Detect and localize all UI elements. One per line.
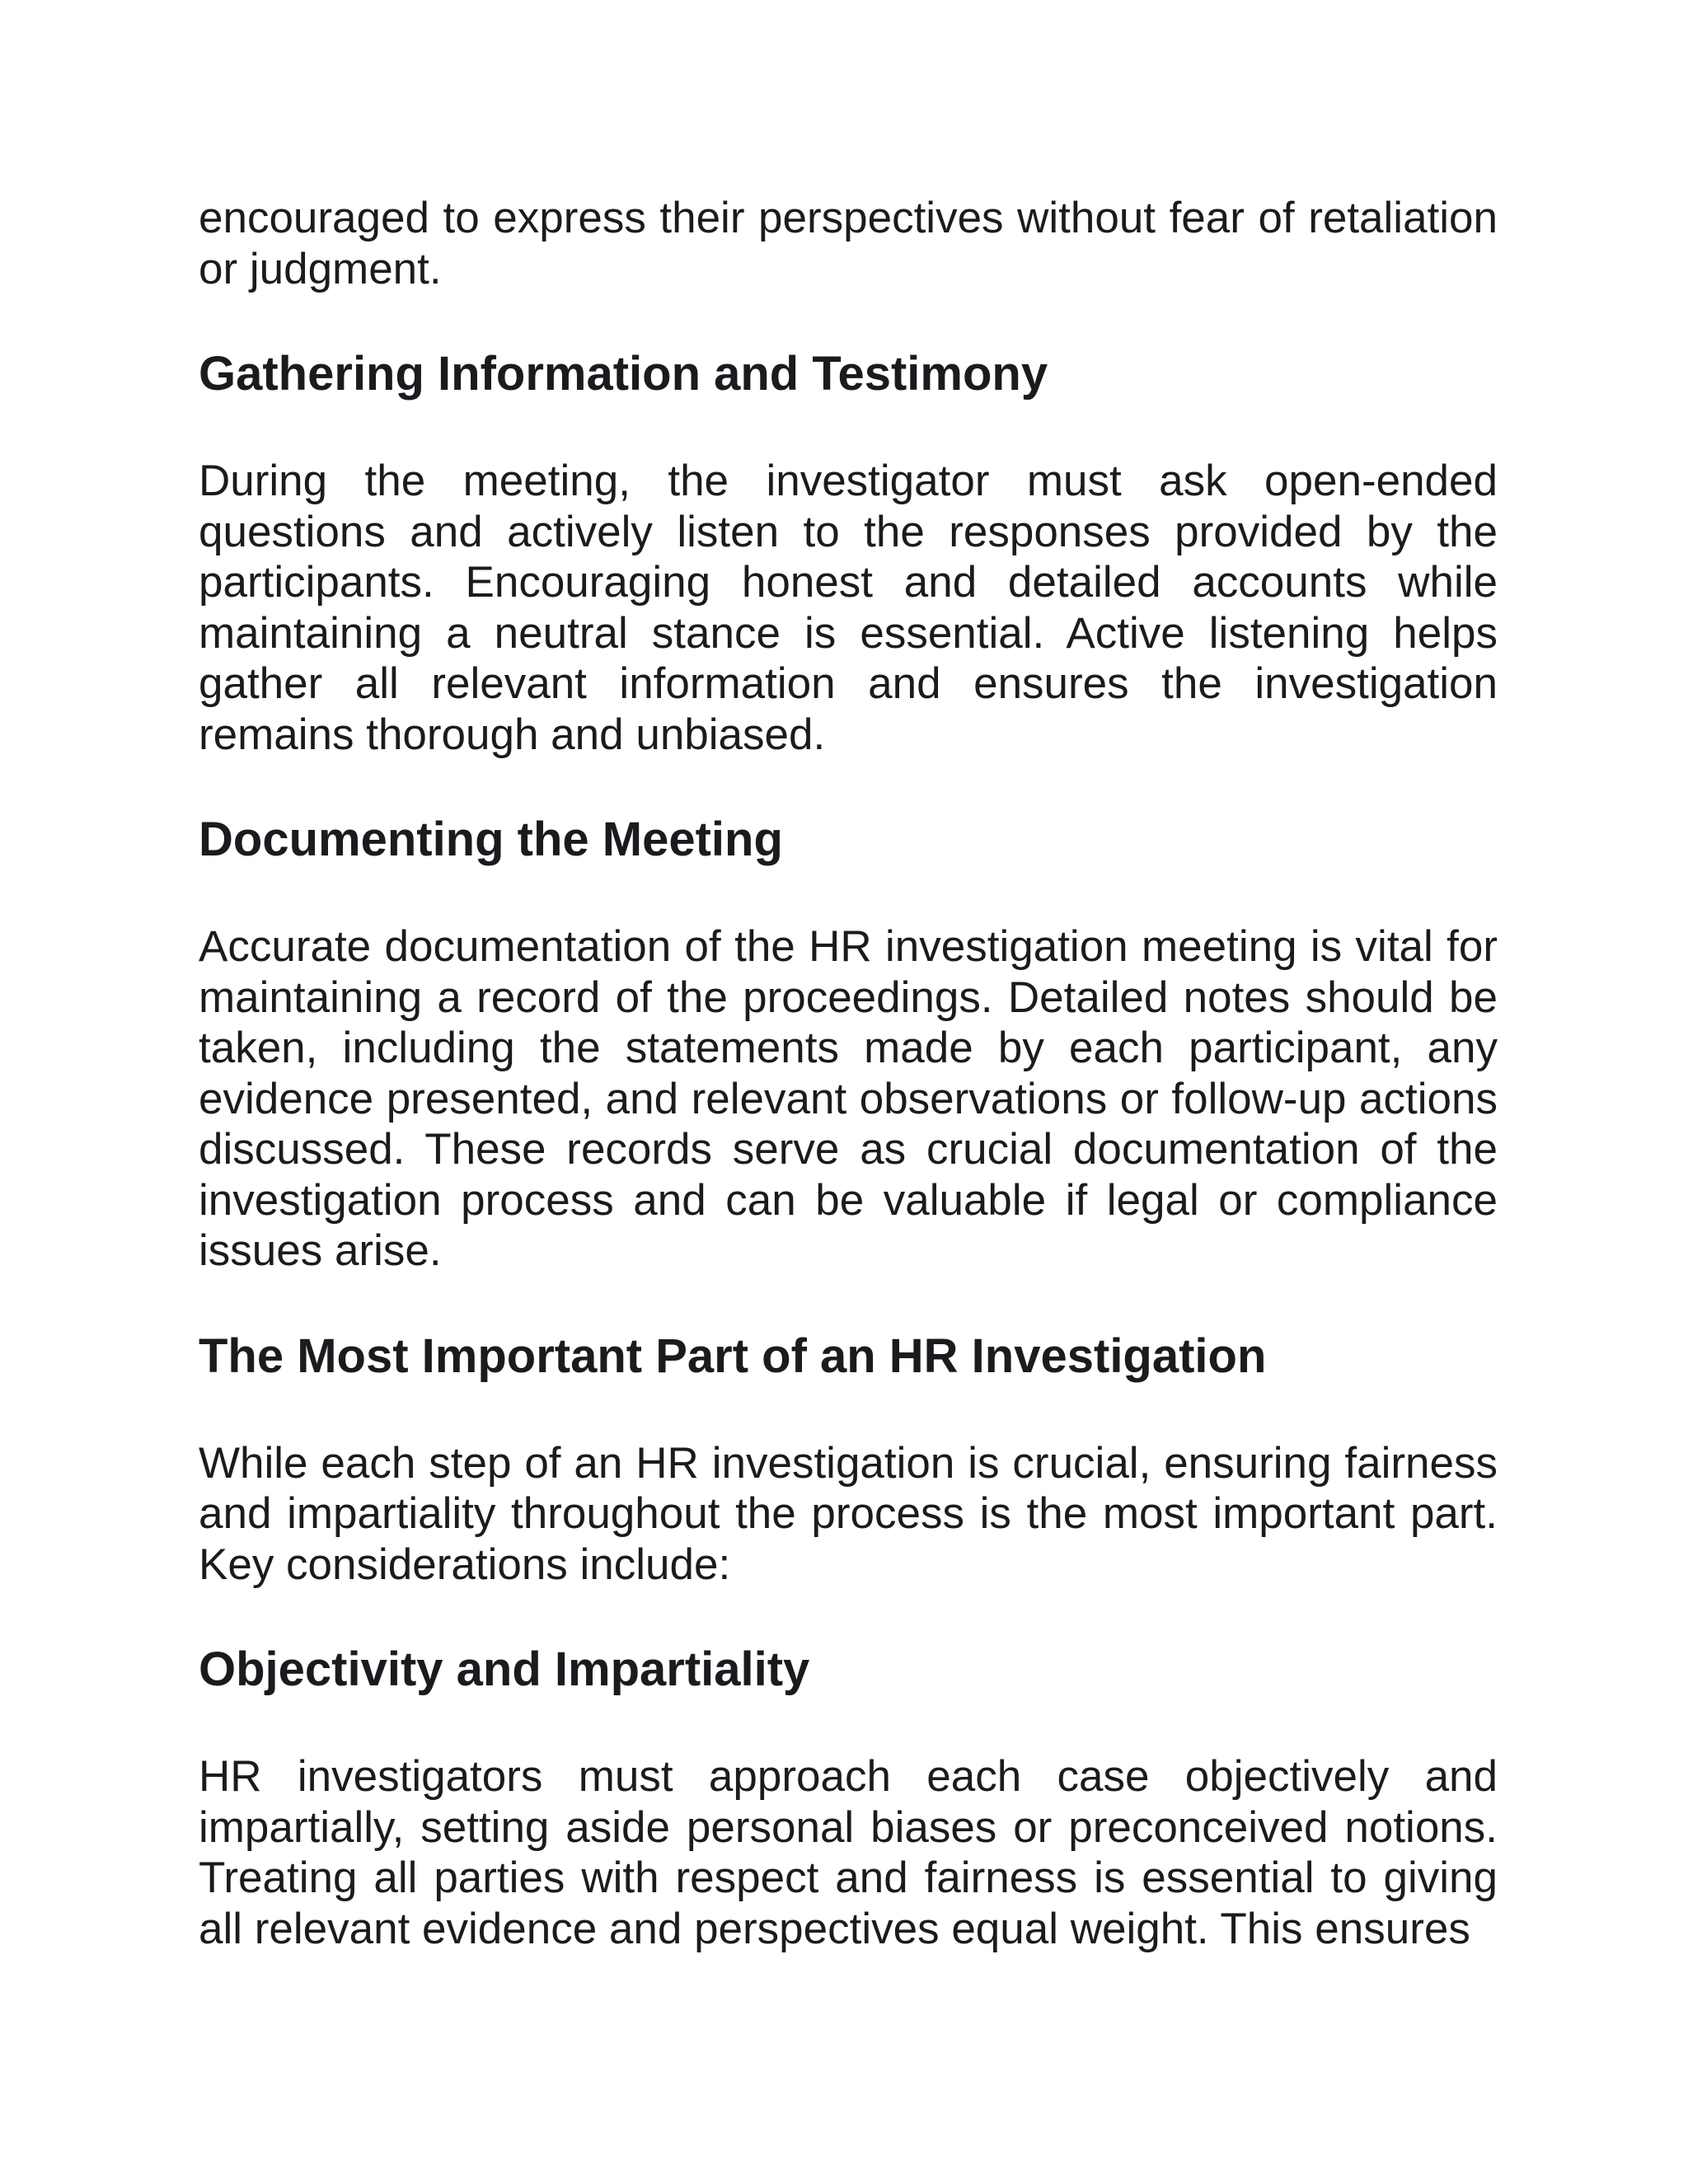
paragraph-documenting-meeting: Accurate documentation of the HR investigation meeting is vital for maintaining a record of the proceedings. Detailed notes should be taken, including the statements made by each participant, any evidence presented, and relevant observations or follow-up actions discussed. These records serve as crucial documentation of the investigation process and can be valuable if legal or compliance issues arise. [199,922,1498,1275]
heading-objectivity-impartiality: Objectivity and Impartiality [199,1643,810,1696]
heading-most-important-part: The Most Important Part of an HR Investigation [199,1329,1267,1383]
paragraph-objectivity-impartiality: HR investigators must approach each case objectively and impartially, setting aside personal biases or preconceived notions. Treating all parties with respect and fairness is essential to giving all relevant evidence and perspectives equal weight. This ensures [199,1752,1498,1953]
paragraph-most-important-part: While each step of an HR investigation is crucial, ensuring fairness and impartiality throughout the process is the most important part. Key considerations include: [199,1438,1498,1589]
heading-documenting-meeting: Documenting the Meeting [199,813,783,866]
document-page [199,193,1498,1954]
paragraph-gathering-information: During the meeting, the investigator must ask open-ended questions and actively listen to the responses provided by the participants. Encouraging honest and detailed accounts while maintaining a neutral stance is essential. Active listening helps gather all relevant information and ensures the investigation remains thorough and unbiased. [199,457,1498,759]
heading-gathering-information: Gathering Information and Testimony [199,347,1048,401]
paragraph-intro-continuation: encouraged to express their perspectives without fear of retaliation or judgment. [199,194,1498,293]
